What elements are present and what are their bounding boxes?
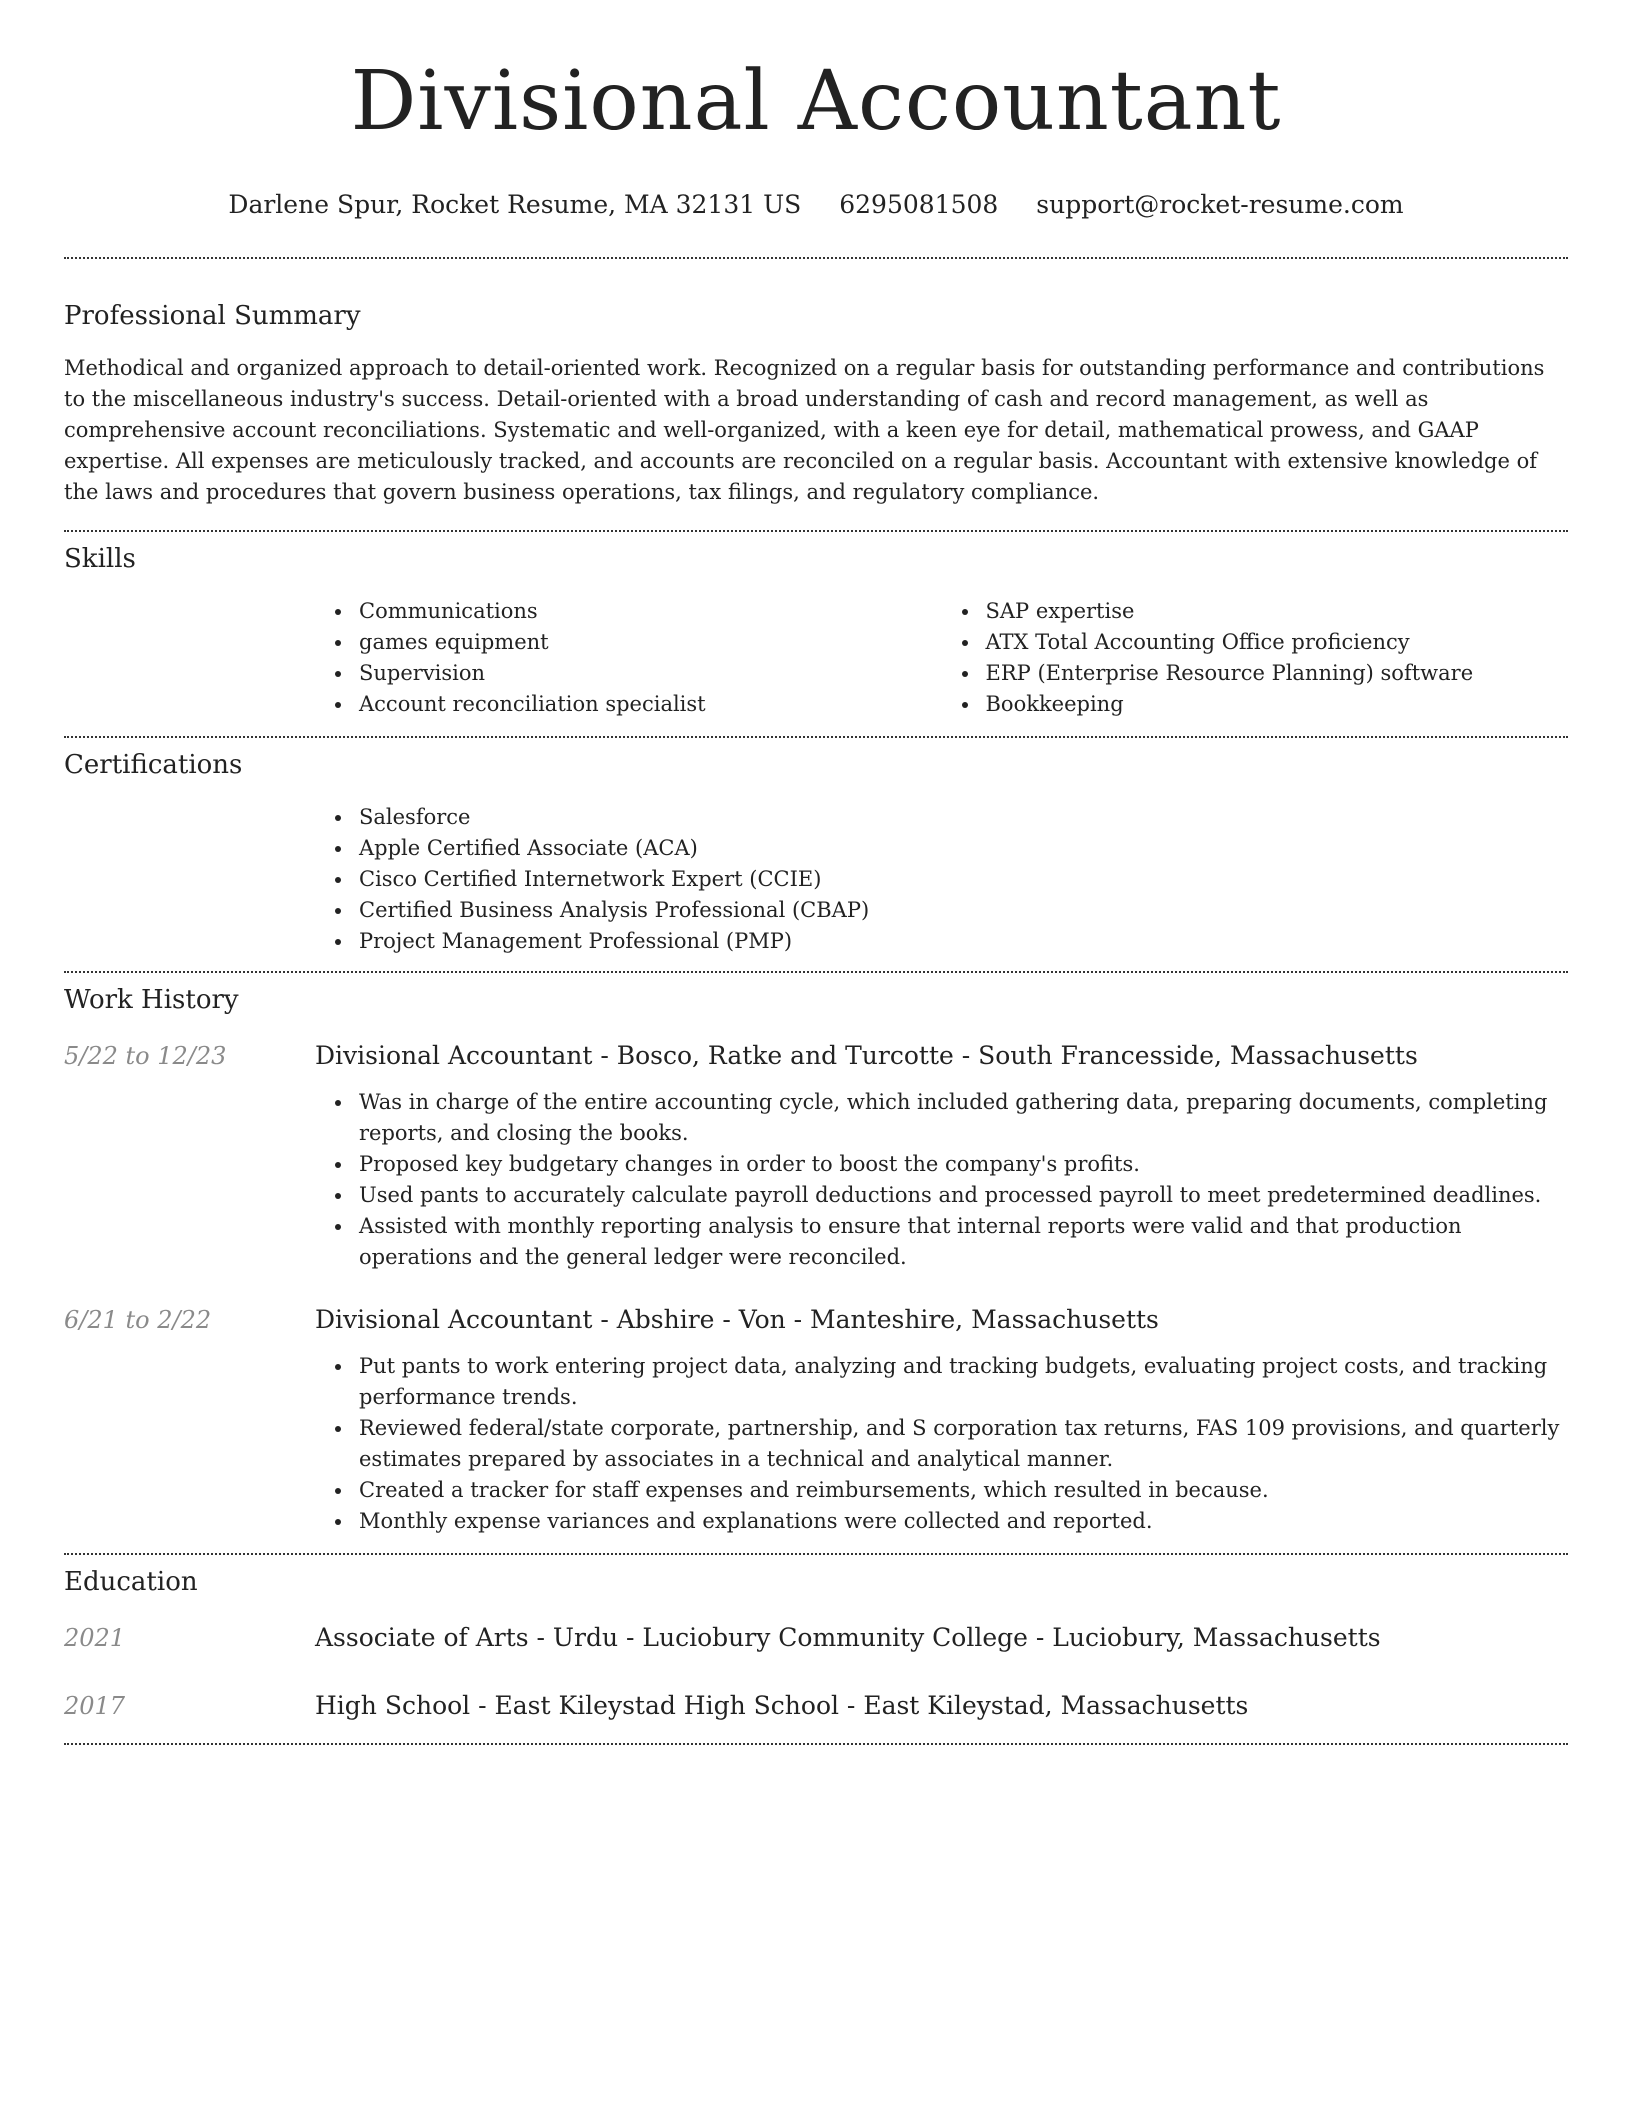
education-entry (64, 1689, 1568, 1723)
work-history-section (64, 983, 1568, 1537)
certifications-list (315, 802, 1568, 957)
skill-item: games equipment (359, 627, 942, 658)
certification-item: Cisco Certified Internetwork Expert (CCIE) (359, 864, 1568, 895)
skill-item: Supervision (359, 658, 942, 689)
education-section (64, 1565, 1568, 1723)
section-divider (64, 257, 1568, 259)
job-bullets (315, 1351, 1568, 1537)
skill-item: Bookkeeping (986, 689, 1569, 720)
contact-address: Darlene Spur, Rocket Resume, MA 32131 US (228, 190, 802, 219)
job-bullet: Put pants to work entering project data, analyzing and tracking budgets, evaluating project costs, and tracking performance trends. (359, 1351, 1568, 1413)
section-divider (64, 1553, 1568, 1555)
job-bullet: Proposed key budgetary changes in order to boost the company's profits. (359, 1149, 1568, 1180)
skills-section (64, 542, 1568, 720)
education-heading: Education (64, 1567, 198, 1597)
contact-phone: 6295081508 (839, 190, 999, 219)
job-entry (64, 1303, 1568, 1537)
resume-title: Divisional Accountant (350, 54, 1282, 149)
work-history-heading: Work History (64, 985, 239, 1015)
section-divider (64, 736, 1568, 738)
summary-text: Methodical and organized approach to detail-oriented work. Recognized on a regular basis for outstanding performance and contributions to the miscellaneous industry's success. Detail-oriented with a broad understanding of cash and record management, as well as comprehensive account reconciliations. Systematic and well-organized, with a keen eye for detail, mathematical prowess, and GAAP expertise. All expenses are meticulously tracked, and accounts are reconciled on a regular basis. Accountant with extensive knowledge of the laws and procedures that govern business operations, tax filings, and regulatory compliance. (64, 356, 1545, 504)
job-heading: Divisional Accountant - Bosco, Ratke and Turcotte - South Francesside, Massachusetts (315, 1041, 1418, 1070)
job-dates: 5/22 to 12/23 (64, 1042, 227, 1070)
skill-item: SAP expertise (986, 596, 1569, 627)
job-header (64, 1303, 1568, 1337)
skill-item: Communications (359, 596, 942, 627)
certifications-section (64, 748, 1568, 957)
section-divider (64, 1743, 1568, 1745)
job-bullet: Used pants to accurately calculate payroll deductions and processed payroll to meet predetermined deadlines. (359, 1180, 1568, 1211)
resume-page (64, 0, 1568, 1745)
education-entry (64, 1621, 1568, 1655)
skills-list-right (942, 596, 1569, 720)
education-heading-text: Associate of Arts - Urdu - Luciobury Community College - Luciobury, Massachusetts (315, 1623, 1381, 1652)
job-bullet: Created a tracker for staff expenses and reimbursements, which resulted in because. (359, 1475, 1568, 1506)
job-bullet: Assisted with monthly reporting analysis to ensure that internal reports were valid and that production operations and the general ledger were reconciled. (359, 1211, 1568, 1273)
certification-item: Project Management Professional (PMP) (359, 926, 1568, 957)
summary-heading: Professional Summary (64, 301, 361, 331)
job-heading: Divisional Accountant - Abshire - Von - Manteshire, Massachusetts (315, 1305, 1159, 1334)
job-bullet: Monthly expense variances and explanations were collected and reported. (359, 1506, 1568, 1537)
education-heading-text: High School - East Kileystad High School - East Kileystad, Massachusetts (315, 1691, 1249, 1720)
skill-item: ATX Total Accounting Office proficiency (986, 627, 1569, 658)
job-bullet: Reviewed federal/state corporate, partnership, and S corporation tax returns, FAS 109 provisions, and quarterly estimates prepared by associates in a technical and analytical manner. (359, 1413, 1568, 1475)
education-year: 2021 (64, 1624, 126, 1652)
contact-line (64, 188, 1568, 222)
section-divider (64, 971, 1568, 973)
certifications-heading: Certifications (64, 750, 243, 780)
job-entry (64, 1039, 1568, 1273)
skills-grid (315, 596, 1568, 720)
skill-item: Account reconciliation specialist (359, 689, 942, 720)
skill-item: ERP (Enterprise Resource Planning) software (986, 658, 1569, 689)
job-dates: 6/21 to 2/22 (64, 1306, 212, 1334)
certification-item: Apple Certified Associate (ACA) (359, 833, 1568, 864)
skills-heading: Skills (64, 544, 136, 574)
job-bullet: Was in charge of the entire accounting cycle, which included gathering data, preparing documents, completing reports, and closing the books. (359, 1087, 1568, 1149)
certification-item: Certified Business Analysis Professional (CBAP) (359, 895, 1568, 926)
contact-email: support@rocket-resume.com (1036, 190, 1404, 219)
certification-item: Salesforce (359, 802, 1568, 833)
summary-section (64, 299, 1568, 508)
skills-list-left (315, 596, 942, 720)
job-bullets (315, 1087, 1568, 1273)
job-header (64, 1039, 1568, 1073)
education-year: 2017 (64, 1692, 126, 1720)
section-divider (64, 530, 1568, 532)
